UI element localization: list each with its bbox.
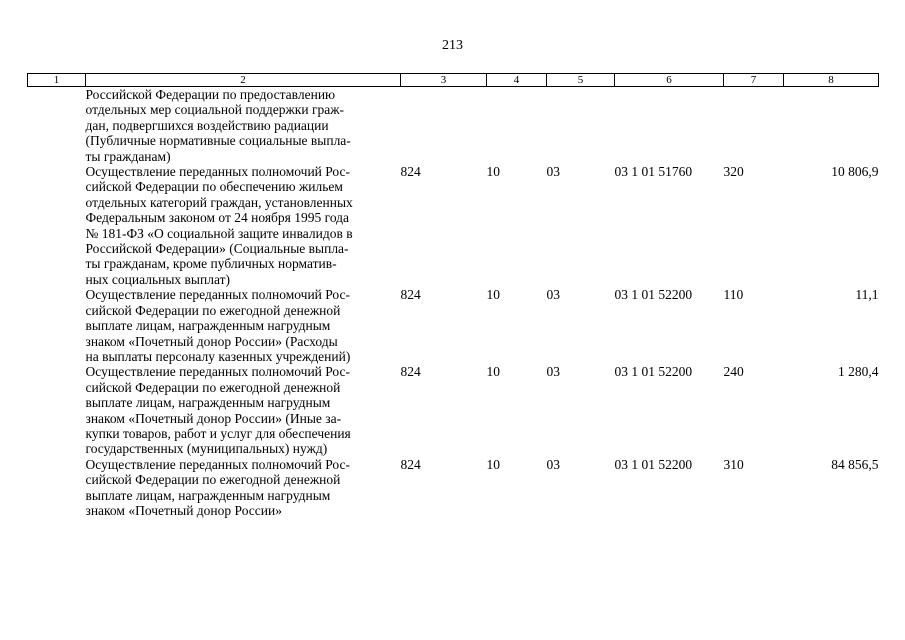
table-row <box>28 164 879 287</box>
target-article-code-cell <box>615 87 724 165</box>
table-row <box>28 364 879 456</box>
ministry-code-cell <box>401 87 487 165</box>
section-code-cell: 10 <box>486 287 500 303</box>
budget-table <box>27 73 879 518</box>
description-line: выплате лицам, награжденным нагрудным <box>85 487 331 503</box>
amount-cell: 1 280,4 <box>838 364 879 380</box>
row-number-cell <box>28 364 86 456</box>
description-line: ных социальных выплат) <box>85 271 230 287</box>
row-number-cell <box>28 287 86 364</box>
page-number: 213 <box>442 38 463 53</box>
description-line: выплате лицам, награжденным нагрудным <box>85 395 331 411</box>
description-line: сийской Федерации по ежегодной денежной <box>85 379 341 395</box>
description-line: знаком «Почетный донор России» <box>85 502 282 518</box>
description-line: Осуществление переданных полномочий Рос- <box>85 364 351 380</box>
target-article-code-cell: 03 1 01 52200 <box>614 456 693 472</box>
amount-cell: 10 806,9 <box>831 164 879 180</box>
column-header: 6 <box>615 74 724 87</box>
row-number-cell <box>28 164 86 287</box>
description-line: знаком «Почетный донор России» (Расходы <box>85 333 338 349</box>
description-line: государственных (муниципальных) нужд) <box>85 441 328 457</box>
row-number-cell <box>28 87 86 165</box>
description-line: сийской Федерации по обеспечению жильем <box>85 179 343 195</box>
column-header: 1 <box>28 74 86 87</box>
description-cell <box>86 164 401 287</box>
description-line: дан, подвергшихся воздействию радиации <box>85 117 329 133</box>
description-line: Федеральным законом от 24 ноября 1995 года <box>85 210 350 226</box>
description-line: (Публичные нормативные социальные выпла- <box>85 133 351 149</box>
description-line: ты гражданам, кроме публичных норматив- <box>85 256 337 272</box>
expense-type-code-cell <box>724 87 784 165</box>
target-article-code-cell: 03 1 01 52200 <box>614 364 693 380</box>
column-header: 5 <box>547 74 615 87</box>
description-cell <box>86 364 401 456</box>
description-line: ты гражданам) <box>85 148 171 164</box>
description-line: на выплаты персоналу казенных учреждений) <box>85 348 351 364</box>
ministry-code-cell: 824 <box>400 364 421 380</box>
amount-cell <box>784 87 879 165</box>
section-code-cell: 10 <box>486 364 500 380</box>
column-header: 3 <box>401 74 487 87</box>
description-line: сийской Федерации по ежегодной денежной <box>85 302 341 318</box>
column-header: 8 <box>784 74 879 87</box>
target-article-code-cell: 03 1 01 51760 <box>614 164 693 180</box>
column-header: 7 <box>724 74 784 87</box>
column-number-header-row <box>28 74 879 87</box>
row-number-cell <box>28 457 86 519</box>
description-line: знаком «Почетный донор России» (Иные за- <box>85 410 342 426</box>
description-line: Осуществление переданных полномочий Рос- <box>85 287 351 303</box>
ministry-code-cell: 824 <box>400 456 421 472</box>
description-line: выплате лицам, награжденным нагрудным <box>85 318 331 334</box>
subsection-code-cell: 03 <box>546 456 560 472</box>
column-header: 4 <box>487 74 547 87</box>
amount-cell: 11,1 <box>855 287 879 303</box>
ministry-code-cell: 824 <box>400 164 421 180</box>
description-line: Российской Федерации» (Социальные выпла- <box>85 241 349 257</box>
column-header: 2 <box>86 74 401 87</box>
description-line: Российской Федерации по предоставлению <box>85 87 336 102</box>
expense-type-code-cell: 240 <box>723 364 744 380</box>
section-code-cell: 10 <box>486 164 500 180</box>
target-article-code-cell: 03 1 01 52200 <box>614 287 693 303</box>
description-line: Осуществление переданных полномочий Рос- <box>85 456 351 472</box>
ministry-code-cell: 824 <box>400 287 421 303</box>
expense-type-code-cell: 310 <box>723 456 744 472</box>
subsection-code-cell: 03 <box>546 287 560 303</box>
description-line: сийской Федерации по ежегодной денежной <box>85 472 341 488</box>
amount-cell: 84 856,5 <box>831 456 879 472</box>
description-cell <box>86 457 401 519</box>
description-line: отдельных мер социальной поддержки граж- <box>85 102 345 118</box>
description-line: отдельных категорий граждан, установленных <box>85 194 353 210</box>
section-code-cell: 10 <box>486 456 500 472</box>
description-cell <box>86 87 401 165</box>
description-line: № 181-ФЗ «О социальной защите инвалидов в <box>85 225 353 241</box>
subsection-code-cell <box>547 87 615 165</box>
section-code-cell <box>487 87 547 165</box>
table-row <box>28 87 879 165</box>
expense-type-code-cell: 110 <box>723 287 744 303</box>
table-row <box>28 457 879 519</box>
subsection-code-cell: 03 <box>546 364 560 380</box>
description-line: купки товаров, работ и услуг для обеспечения <box>85 425 351 441</box>
description-line: Осуществление переданных полномочий Рос- <box>85 164 351 180</box>
description-cell <box>86 287 401 364</box>
table-row <box>28 287 879 364</box>
subsection-code-cell: 03 <box>546 164 560 180</box>
expense-type-code-cell: 320 <box>723 164 744 180</box>
